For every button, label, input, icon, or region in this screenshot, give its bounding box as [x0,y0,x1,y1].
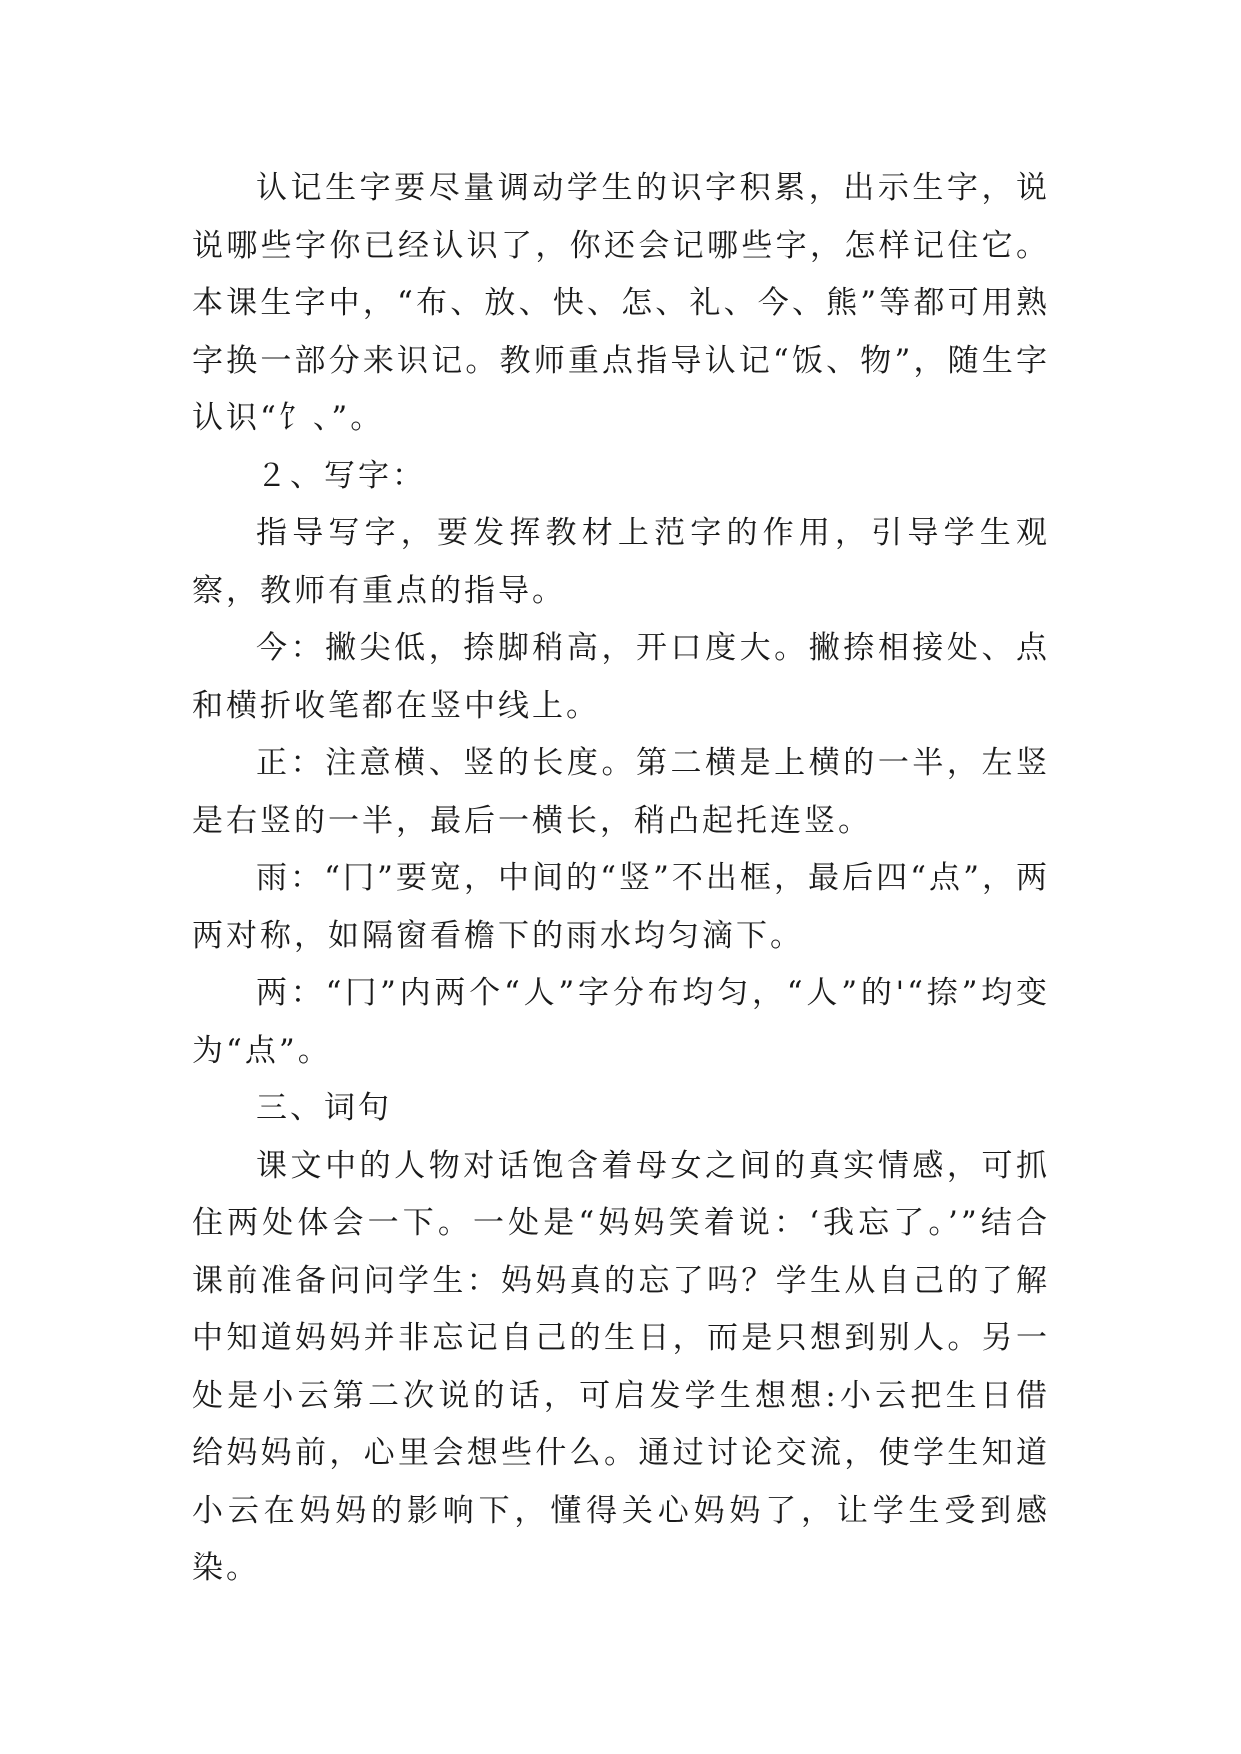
paragraph-char-zheng: 正：注意横、竖的长度。第二横是上横的一半，左竖是右竖的一半，最后一横长，稍凸起托连竖。 [192,745,1050,839]
paragraph-writing-guidance: 指导写字，要发挥教材上范字的作用，引导学生观察，教师有重点的指导。 [192,515,1050,609]
paragraph-char-yu: 雨：“冂”要宽，中间的“竖”不出框，最后四“点”，两两对称，如隔窗看檐下的雨水均匀滴下。 [192,860,1050,954]
paragraph-recognize-characters: 认记生字要尽量调动学生的识字积累，出示生字，说说哪些字你已经认识了，你还会记哪些字，怎样记住它。本课生字中，“布、放、快、怎、礼、今、熊”等都可用熟字换一部分来识记。教师重点指导认记“饭、物”，随生字认识“饣、”。 [192,170,1050,436]
heading-writing: ２、写字： [256,457,426,494]
document-body [192,160,1050,1598]
paragraph-char-liang: 两：“冂”内两个“人”字分布均匀，“人”的'“捺”均变为“点”。 [192,975,1050,1069]
paragraph-char-jin: 今：撇尖低，捺脚稍高，开口度大。撇捺相接处、点和横折收笔都在竖中线上。 [192,630,1050,724]
paragraph-dialogue: 课文中的人物对话饱含着母女之间的真实情感，可抓住两处体会一下。一处是“妈妈笑着说：‘我忘了。’”结合课前准备问问学生：妈妈真的忘了吗？学生从自己的了解中知道妈妈并非忘记自己的生日，而是只想到别人。另一处是小云第二次说的话，可启发学生想想:小云把生日借给妈妈前，心里会想些什么。通过讨论交流，使学生知道小云在妈妈的影响下，懂得关心妈妈了，让学生受到感染。 [192,1147,1050,1586]
heading-words-sentences: 三、词句 [256,1090,392,1126]
